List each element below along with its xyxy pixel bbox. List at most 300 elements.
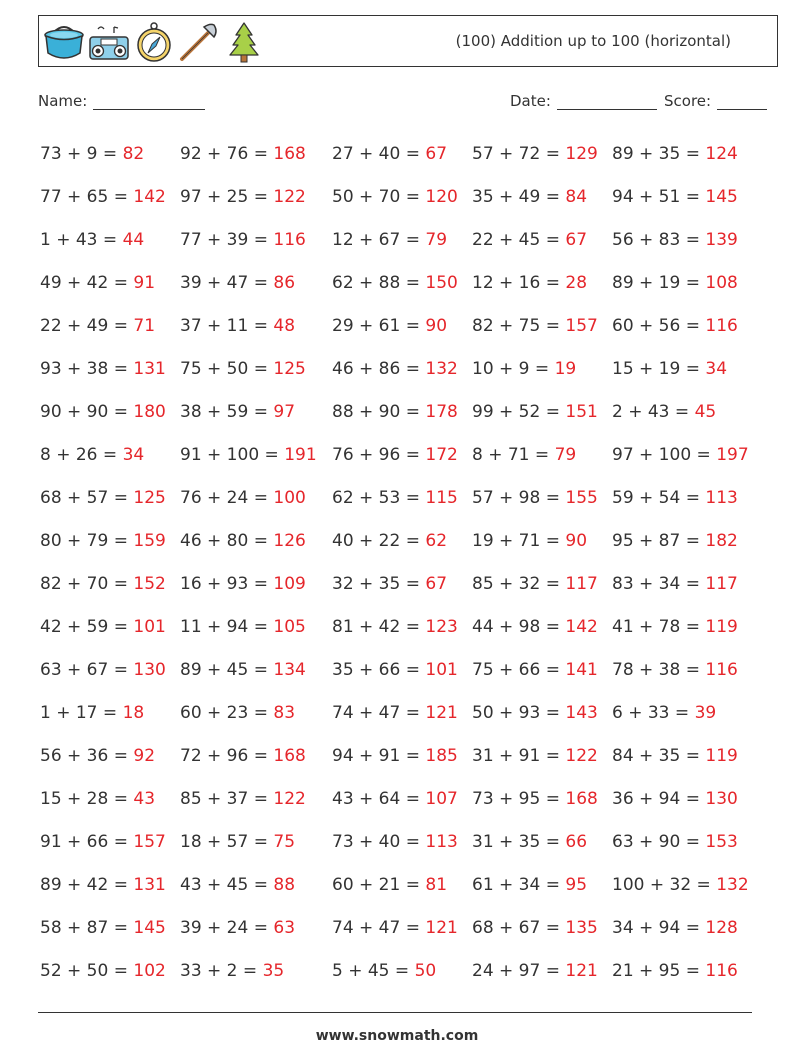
problem-answer: 125 [133,488,166,508]
problem-item [472,735,612,778]
problem-item [612,821,780,864]
problem-item [180,176,332,219]
problem-question: 1 + 17 = [40,703,123,723]
problem-question: 2 + 43 = [612,402,695,422]
problem-question: 46 + 80 = [180,531,274,551]
problem-question: 100 + 32 = [612,875,717,895]
problem-item [472,864,612,907]
problem-answer: 88 [273,875,296,895]
problem-answer: 48 [273,316,296,336]
problem-item [40,692,180,735]
problem-question: 8 + 71 = [472,445,555,465]
problem-question: 77 + 39 = [180,230,274,250]
problem-item [612,262,780,305]
problem-item [180,262,332,305]
problem-item [472,821,612,864]
problem-question: 91 + 66 = [40,832,134,852]
problem-item [332,176,472,219]
problem-item [332,907,472,950]
problem-answer: 79 [554,445,577,465]
problem-question: 97 + 25 = [180,187,274,207]
problem-item [612,520,780,563]
boombox-icon [88,19,130,65]
footer-url: www.snowmath.com [315,1028,479,1044]
problem-item [472,477,612,520]
problem-answer: 178 [425,402,458,422]
problem-answer: 134 [273,660,306,680]
problem-item [612,133,780,176]
problem-answer: 132 [716,875,749,895]
problem-question: 62 + 88 = [332,273,426,293]
problem-answer: 81 [425,875,448,895]
problem-question: 40 + 22 = [332,531,426,551]
problem-answer: 157 [565,316,598,336]
problem-answer: 157 [133,832,166,852]
problem-answer: 139 [705,230,738,250]
problem-answer: 168 [273,144,306,164]
problem-answer: 100 [273,488,306,508]
problem-answer: 45 [694,402,717,422]
problem-item [180,391,332,434]
problem-question: 35 + 49 = [472,187,566,207]
problem-question: 12 + 16 = [472,273,566,293]
footer-divider [38,1012,752,1013]
score-label: Score: [664,92,712,110]
problem-answer: 67 [425,144,448,164]
problem-item [472,692,612,735]
problem-answer: 28 [565,273,588,293]
problem-item [472,520,612,563]
problem-answer: 116 [705,961,738,981]
problem-item [40,907,180,950]
problem-item [180,907,332,950]
problem-answer: 44 [122,230,145,250]
name-label: Name: [38,92,88,110]
problem-answer: 135 [565,918,598,938]
problem-question: 15 + 19 = [612,359,706,379]
problem-item [180,477,332,520]
problem-item [40,219,180,262]
problem-answer: 153 [705,832,738,852]
problem-item [612,391,780,434]
problem-answer: 150 [425,273,458,293]
problem-question: 49 + 42 = [40,273,134,293]
problem-question: 35 + 66 = [332,660,426,680]
score-line[interactable] [717,93,767,110]
problem-item [472,348,612,391]
problem-item [612,692,780,735]
problem-item [472,133,612,176]
problem-item [40,348,180,391]
problem-item [180,133,332,176]
problem-answer: 151 [565,402,598,422]
problem-question: 61 + 34 = [472,875,566,895]
problem-item [332,305,472,348]
problem-answer: 145 [705,187,738,207]
problem-answer: 107 [425,789,458,809]
problem-item [472,950,612,993]
problem-answer: 123 [425,617,458,637]
problem-answer: 105 [273,617,306,637]
problem-question: 19 + 71 = [472,531,566,551]
problem-question: 16 + 93 = [180,574,274,594]
problem-item [472,262,612,305]
problem-item [40,391,180,434]
problem-question: 76 + 96 = [332,445,426,465]
problem-question: 90 + 90 = [40,402,134,422]
pot-icon [43,19,85,65]
problem-answer: 66 [565,832,588,852]
problem-answer: 131 [133,875,166,895]
problem-answer: 18 [122,703,145,723]
problem-answer: 129 [565,144,598,164]
problem-answer: 128 [705,918,738,938]
problem-answer: 120 [425,187,458,207]
pine-tree-icon [223,19,265,65]
problem-answer: 155 [565,488,598,508]
worksheet-title: (100) Addition up to 100 (horizontal) [455,32,731,50]
problem-item [40,434,180,477]
problem-answer: 119 [705,746,738,766]
problem-question: 82 + 70 = [40,574,134,594]
problem-answer: 113 [705,488,738,508]
problem-item [332,692,472,735]
problem-question: 29 + 61 = [332,316,426,336]
problem-question: 81 + 42 = [332,617,426,637]
problem-item [40,778,180,821]
problem-question: 57 + 98 = [472,488,566,508]
problem-question: 75 + 50 = [180,359,274,379]
problem-question: 46 + 86 = [332,359,426,379]
problem-answer: 34 [122,445,145,465]
problem-question: 72 + 96 = [180,746,274,766]
problem-item [332,563,472,606]
problem-answer: 122 [273,789,306,809]
problem-answer: 185 [425,746,458,766]
problem-answer: 121 [425,703,458,723]
problem-item [612,864,780,907]
problem-question: 1 + 43 = [40,230,123,250]
date-line[interactable] [557,93,657,110]
problem-answer: 109 [273,574,306,594]
problem-question: 78 + 38 = [612,660,706,680]
problem-answer: 130 [133,660,166,680]
problem-answer: 116 [705,316,738,336]
info-row [38,92,770,116]
problem-question: 12 + 67 = [332,230,426,250]
problem-question: 74 + 47 = [332,918,426,938]
problem-answer: 19 [554,359,577,379]
problem-question: 89 + 35 = [612,144,706,164]
problem-question: 39 + 47 = [180,273,274,293]
problem-answer: 168 [273,746,306,766]
problem-item [472,434,612,477]
problem-item [180,692,332,735]
problem-answer: 182 [705,531,738,551]
problem-item [40,262,180,305]
problem-answer: 67 [565,230,588,250]
problem-question: 22 + 45 = [472,230,566,250]
problem-question: 84 + 35 = [612,746,706,766]
problem-answer: 159 [133,531,166,551]
problem-question: 85 + 37 = [180,789,274,809]
problem-question: 52 + 50 = [40,961,134,981]
problem-answer: 141 [565,660,598,680]
problem-item [332,133,472,176]
problem-answer: 143 [565,703,598,723]
problem-answer: 101 [425,660,458,680]
problem-question: 63 + 67 = [40,660,134,680]
problem-item [472,606,612,649]
problem-question: 89 + 42 = [40,875,134,895]
problem-answer: 131 [133,359,166,379]
problem-item [180,520,332,563]
problem-answer: 90 [425,316,448,336]
problem-question: 34 + 94 = [612,918,706,938]
problem-question: 82 + 75 = [472,316,566,336]
problem-item [472,391,612,434]
problem-item [180,864,332,907]
problem-item [612,649,780,692]
problem-question: 43 + 45 = [180,875,274,895]
problem-question: 60 + 56 = [612,316,706,336]
problem-question: 76 + 24 = [180,488,274,508]
axe-icon [178,19,220,65]
problem-item [40,649,180,692]
problem-question: 27 + 40 = [332,144,426,164]
problem-question: 73 + 40 = [332,832,426,852]
problem-question: 21 + 95 = [612,961,706,981]
problem-question: 58 + 87 = [40,918,134,938]
problem-question: 38 + 59 = [180,402,274,422]
problem-item [180,219,332,262]
problem-question: 74 + 47 = [332,703,426,723]
problem-item [180,649,332,692]
problem-item [612,907,780,950]
problem-answer: 121 [425,918,458,938]
problem-answer: 34 [705,359,728,379]
problem-question: 92 + 76 = [180,144,274,164]
problem-question: 80 + 79 = [40,531,134,551]
problem-item [40,563,180,606]
problem-question: 6 + 33 = [612,703,695,723]
header-icons [43,18,265,66]
problem-answer: 75 [273,832,296,852]
problem-answer: 39 [694,703,717,723]
problem-item [612,305,780,348]
problem-item [40,133,180,176]
problem-question: 50 + 93 = [472,703,566,723]
problem-answer: 102 [133,961,166,981]
problem-answer: 84 [565,187,588,207]
problem-item [180,606,332,649]
problem-item [332,520,472,563]
problem-question: 75 + 66 = [472,660,566,680]
problem-answer: 86 [273,273,296,293]
problem-answer: 83 [273,703,296,723]
problem-question: 97 + 100 = [612,445,717,465]
problem-answer: 117 [565,574,598,594]
problem-answer: 97 [273,402,296,422]
problem-answer: 92 [133,746,156,766]
problem-item [40,821,180,864]
problem-item [472,305,612,348]
problem-answer: 132 [425,359,458,379]
problem-question: 43 + 64 = [332,789,426,809]
problem-item [40,950,180,993]
problem-item [332,219,472,262]
problem-item [332,735,472,778]
problem-item [332,950,472,993]
problem-answer: 126 [273,531,306,551]
problem-question: 88 + 90 = [332,402,426,422]
name-field[interactable] [38,92,205,110]
problem-item [40,305,180,348]
name-line[interactable] [93,93,205,110]
problem-question: 89 + 19 = [612,273,706,293]
date-label: Date: [510,92,551,110]
problem-question: 31 + 91 = [472,746,566,766]
compass-icon [133,19,175,65]
problem-answer: 119 [705,617,738,637]
problem-question: 24 + 97 = [472,961,566,981]
problem-answer: 90 [565,531,588,551]
problem-item [332,864,472,907]
problem-question: 5 + 45 = [332,961,415,981]
problem-answer: 168 [565,789,598,809]
score-field[interactable] [664,92,767,110]
problem-answer: 62 [425,531,448,551]
problem-question: 39 + 24 = [180,918,274,938]
problem-item [472,649,612,692]
problem-answer: 67 [425,574,448,594]
problem-answer: 91 [133,273,156,293]
problem-answer: 116 [273,230,306,250]
problem-answer: 145 [133,918,166,938]
problem-item [472,219,612,262]
problem-item [332,262,472,305]
problem-question: 68 + 67 = [472,918,566,938]
problem-item [180,950,332,993]
problem-item [612,778,780,821]
problem-question: 56 + 83 = [612,230,706,250]
problem-item [332,606,472,649]
problem-question: 93 + 38 = [40,359,134,379]
problem-question: 8 + 26 = [40,445,123,465]
problem-answer: 180 [133,402,166,422]
problem-question: 94 + 51 = [612,187,706,207]
problem-item [40,735,180,778]
problem-question: 32 + 35 = [332,574,426,594]
problem-item [612,176,780,219]
problem-answer: 117 [705,574,738,594]
problem-item [612,477,780,520]
problem-question: 68 + 57 = [40,488,134,508]
problem-answer: 50 [414,961,437,981]
problem-item [472,563,612,606]
problem-item [332,778,472,821]
problem-question: 15 + 28 = [40,789,134,809]
problem-item [332,477,472,520]
problem-item [332,821,472,864]
problem-question: 85 + 32 = [472,574,566,594]
problem-question: 36 + 94 = [612,789,706,809]
problem-item [40,520,180,563]
problem-question: 99 + 52 = [472,402,566,422]
problem-item [40,864,180,907]
problem-item [472,907,612,950]
problem-answer: 43 [133,789,156,809]
problem-question: 37 + 11 = [180,316,274,336]
problem-answer: 79 [425,230,448,250]
problem-answer: 63 [273,918,296,938]
problem-answer: 71 [133,316,156,336]
problem-item [180,821,332,864]
problem-question: 63 + 90 = [612,832,706,852]
problem-question: 94 + 91 = [332,746,426,766]
problem-question: 42 + 59 = [40,617,134,637]
problem-item [40,606,180,649]
problem-question: 31 + 35 = [472,832,566,852]
problem-question: 41 + 78 = [612,617,706,637]
problem-question: 11 + 94 = [180,617,274,637]
problem-item [332,649,472,692]
problem-question: 95 + 87 = [612,531,706,551]
problem-answer: 115 [425,488,458,508]
problem-item [40,477,180,520]
problem-item [180,735,332,778]
problem-item [612,348,780,391]
problem-item [612,563,780,606]
problem-question: 91 + 100 = [180,445,285,465]
problem-question: 73 + 95 = [472,789,566,809]
problem-question: 83 + 34 = [612,574,706,594]
problem-answer: 125 [273,359,306,379]
problem-item [612,434,780,477]
problem-question: 57 + 72 = [472,144,566,164]
problem-item [180,778,332,821]
problem-item [40,176,180,219]
problem-item [180,563,332,606]
problem-answer: 142 [565,617,598,637]
problem-answer: 124 [705,144,738,164]
problem-item [332,391,472,434]
problem-item [332,434,472,477]
problem-question: 60 + 21 = [332,875,426,895]
problem-item [472,176,612,219]
problem-item [180,434,332,477]
problem-answer: 116 [705,660,738,680]
problem-item [180,348,332,391]
problem-answer: 122 [273,187,306,207]
problem-question: 59 + 54 = [612,488,706,508]
problem-item [612,606,780,649]
problem-question: 22 + 49 = [40,316,134,336]
problem-answer: 197 [716,445,749,465]
date-field[interactable] [510,92,657,110]
problem-question: 10 + 9 = [472,359,555,379]
problem-answer: 191 [284,445,317,465]
problem-answer: 101 [133,617,166,637]
problem-question: 77 + 65 = [40,187,134,207]
problem-answer: 130 [705,789,738,809]
problem-answer: 122 [565,746,598,766]
problem-grid [40,133,780,993]
problem-answer: 152 [133,574,166,594]
problem-question: 33 + 2 = [180,961,263,981]
problem-item [472,778,612,821]
problem-item [612,735,780,778]
